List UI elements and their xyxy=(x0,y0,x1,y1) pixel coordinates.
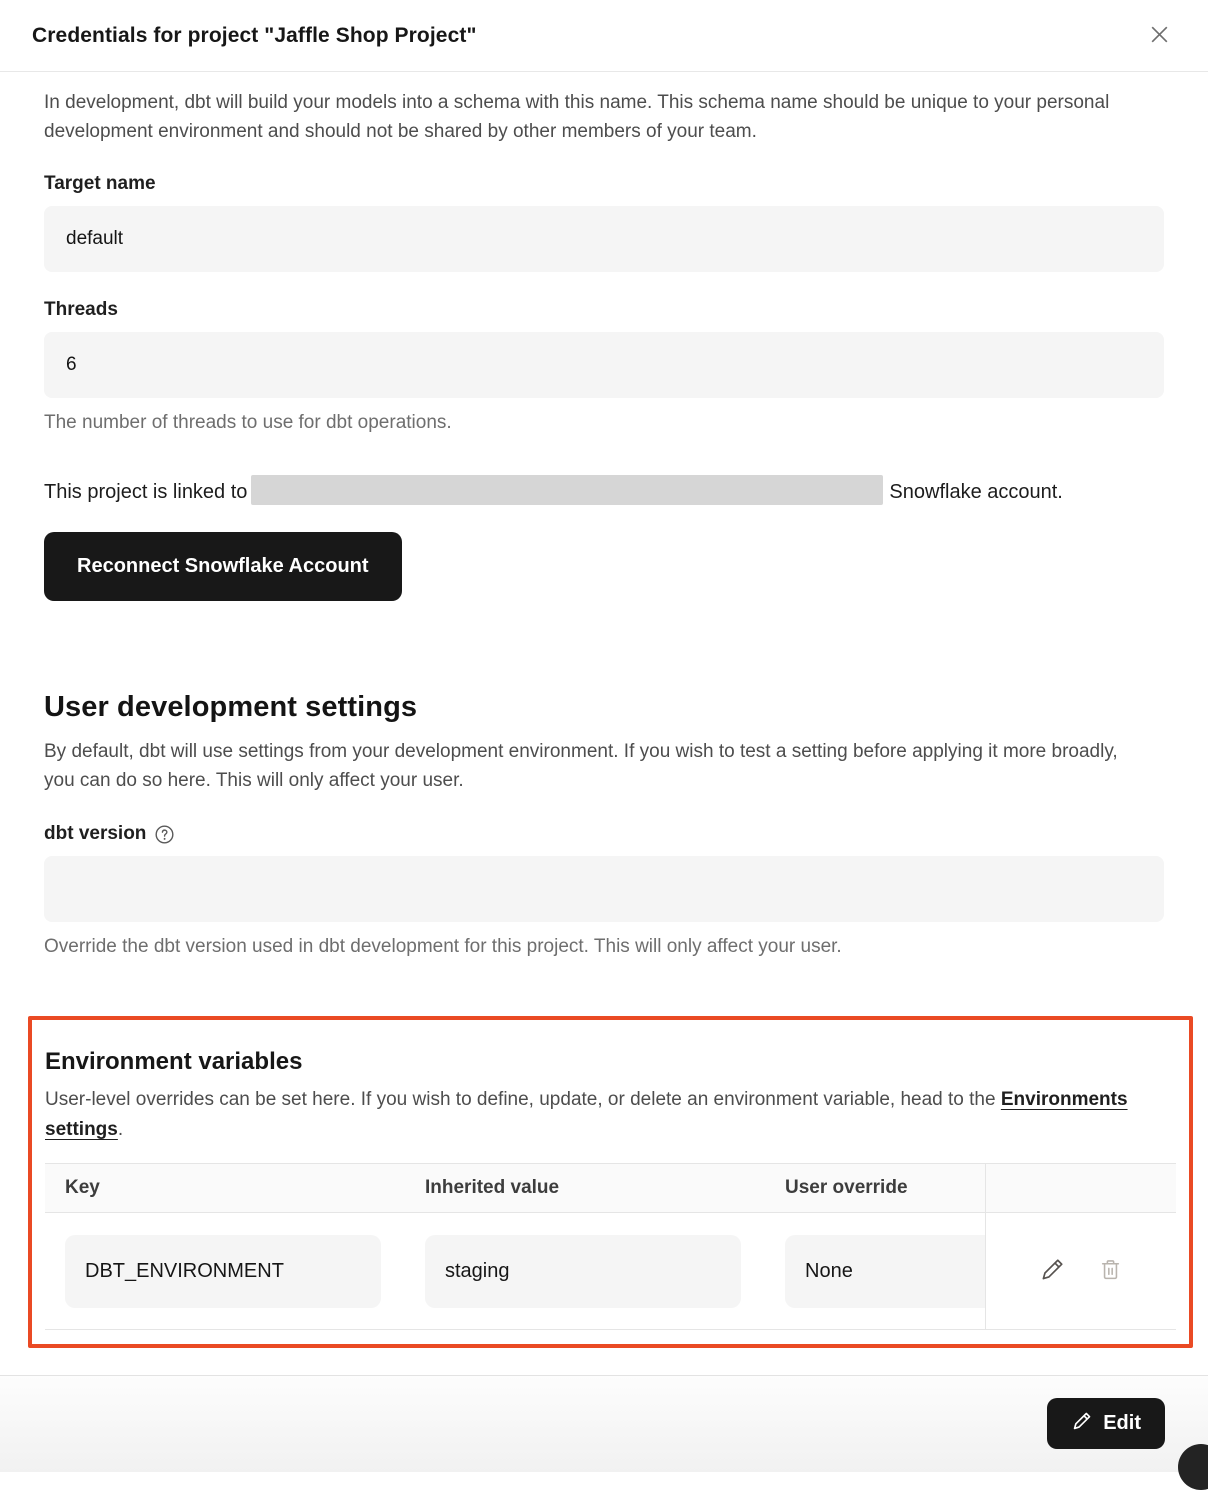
table-row xyxy=(45,1213,1176,1330)
env-desc-after: . xyxy=(117,1119,124,1140)
threads-helper-text: The number of threads to use for dbt operations. xyxy=(44,412,452,433)
redacted-account-name xyxy=(251,475,883,505)
user-override-pill: None xyxy=(785,1235,985,1308)
target-name-label: Target name xyxy=(44,173,156,194)
threads-label: Threads xyxy=(44,299,118,320)
threads-value: 6 xyxy=(66,354,77,375)
dbt-version-label-row xyxy=(44,822,1164,845)
environment-variables-highlight-box xyxy=(28,1016,1193,1348)
env-desc-before: User-level overrides can be set here. If you wish to define, update, or delete an environment variable, head to the xyxy=(45,1089,1001,1110)
table-header-row xyxy=(45,1163,1176,1213)
intro-text: In development, dbt will build your models into a schema with this name. This schema name should be unique to your personal development environment and should not be shared by other members of your team. xyxy=(44,92,1110,142)
column-header-user-override: User override xyxy=(785,1177,908,1198)
close-icon xyxy=(1146,21,1173,51)
target-name-input[interactable] xyxy=(44,206,1164,272)
trash-icon xyxy=(1098,1257,1123,1285)
modal-title: Credentials for project "Jaffle Shop Project" xyxy=(32,23,477,47)
close-button[interactable] xyxy=(1142,19,1176,53)
reconnect-snowflake-button[interactable] xyxy=(44,532,402,601)
delete-variable-button[interactable] xyxy=(1096,1255,1125,1287)
cell-inherited-value xyxy=(405,1213,765,1329)
dbt-version-input[interactable] xyxy=(44,856,1164,922)
column-header-inherited-value: Inherited value xyxy=(425,1177,560,1198)
snowflake-text-before: This project is linked to xyxy=(44,481,248,503)
user-dev-settings-description: By default, dbt will use settings from your development environment. If you wish to test a setting before applying it more broadly, you can do so here. This will only affect your user. xyxy=(44,741,1118,791)
modal-footer xyxy=(0,1375,1208,1472)
column-header-actions xyxy=(985,1164,1176,1212)
pencil-icon xyxy=(1039,1256,1066,1286)
modal-body xyxy=(0,72,1208,1348)
key-value-pill: DBT_ENVIRONMENT xyxy=(65,1235,381,1308)
reconnect-snowflake-label: Reconnect Snowflake Account xyxy=(77,555,369,577)
modal-header xyxy=(0,0,1208,72)
threads-input[interactable] xyxy=(44,332,1164,398)
cell-user-override xyxy=(765,1213,985,1329)
column-header-key: Key xyxy=(65,1177,100,1198)
cell-actions xyxy=(985,1213,1176,1329)
environments-settings-link[interactable]: Environments settings xyxy=(45,1089,1128,1140)
edit-button-label: Edit xyxy=(1103,1412,1141,1434)
edit-variable-button[interactable] xyxy=(1037,1254,1068,1288)
target-name-value: default xyxy=(66,228,124,249)
dbt-version-helper-text: Override the dbt version used in dbt development for this project. This will only affect your user. xyxy=(44,936,842,957)
environment-variables-description xyxy=(45,1085,1150,1145)
environment-variables-table xyxy=(45,1163,1176,1330)
edit-pencil-icon xyxy=(1071,1410,1093,1438)
user-dev-settings-heading: User development settings xyxy=(44,691,418,723)
cell-key xyxy=(45,1213,405,1329)
snowflake-linked-text xyxy=(44,474,1099,510)
inherited-value-pill: staging xyxy=(425,1235,741,1308)
snowflake-text-after: Snowflake account. xyxy=(889,481,1063,503)
dbt-version-label: dbt version xyxy=(44,822,147,844)
edit-button[interactable] xyxy=(1047,1398,1165,1449)
environment-variables-heading: Environment variables xyxy=(45,1048,303,1075)
help-icon[interactable] xyxy=(154,824,175,845)
